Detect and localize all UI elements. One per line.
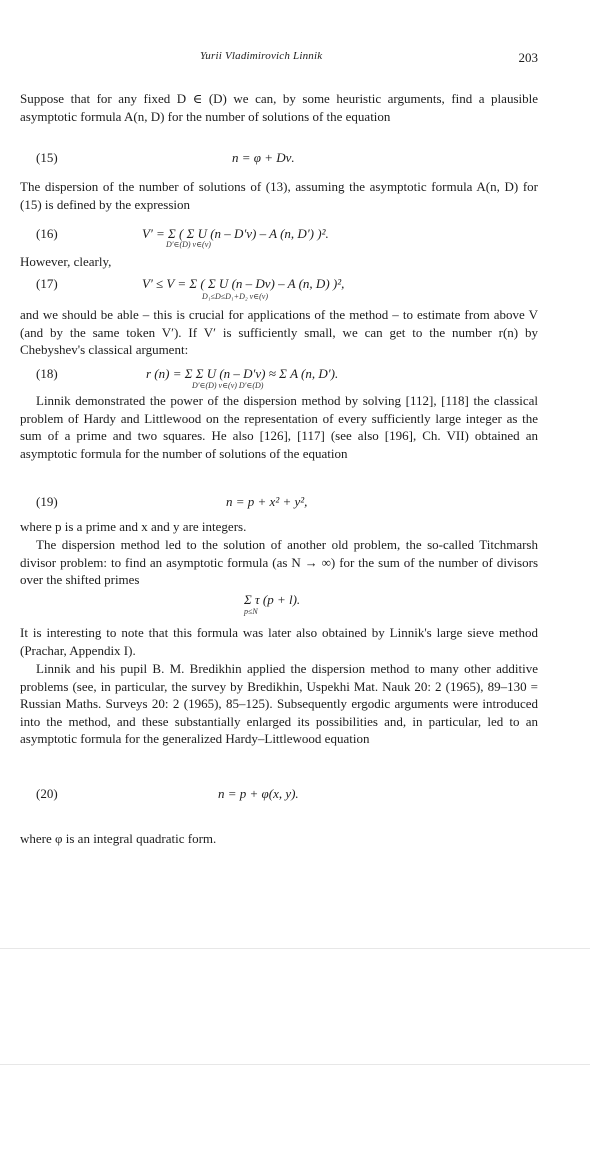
equation-body: V′ = Σ ( Σ U (n – D′ν) – A (n, D′) )². (142, 226, 329, 241)
paragraph-8: It is interesting to note that this formula was later also obtained by Linnik's large sieve method (Prachar, Appendix I). (20, 625, 538, 658)
paragraph-4: and we should be able – this is crucial for applications of the method – to estimate from above V (and by the same token V′). If V′ is sufficiently small, we can get to the number r(n) by Chebyshev's classical argument: (20, 307, 538, 357)
scan-edge-line (0, 1064, 590, 1065)
summation-subscript: D′∈(D) ν∈(ν) (166, 240, 211, 249)
equation-body: V′ ≤ V = Σ ( Σ U (n – Dν) – A (n, D) )², (142, 276, 345, 291)
paragraph-7: The dispersion method led to the solution of another old problem, the so-called Titchmarsh divisor problem: to find an asymptotic formula (as N → ∞) for the sum of the number of divisors over the shifted primes (20, 537, 538, 587)
equation-number: (15) (36, 150, 58, 165)
equation-number: (16) (36, 226, 58, 241)
paragraph-10: where φ is an integral quadratic form. (20, 831, 217, 846)
equation-body: n = p + φ(x, y). (218, 786, 299, 801)
paragraph-9: Linnik and his pupil B. M. Bredikhin applied the dispersion method to many other additive problems (see, in particular, the survey by Bredikhin, Uspekhi Mat. Nauk 20: 2 (1965), 89–130 = Russian Maths. Surveys 20: 2 (1965), 85–125). Subsequently ergodic arguments were introduced into the method, and these substantially enlarged its possibilities and, in particular, led to an asymptotic formula for the generalized Hardy–Littlewood equation (20, 661, 538, 746)
equation-number: (18) (36, 366, 58, 381)
equation-16 (20, 226, 540, 252)
summation-subscript: D′∈(D) ν∈(ν) D′∈(D) (192, 381, 264, 390)
running-head: Yurii Vladimirovich Linnik (200, 50, 323, 62)
paragraph-2: The dispersion of the number of solutions of (13), assuming the asymptotic formula A(n, D) for (15) is defined by the expression (20, 179, 538, 212)
equation-body: r (n) = Σ Σ U (n – D′ν) ≈ Σ A (n, D′). (146, 366, 339, 381)
equation-body: Σ τ (p + l). (244, 592, 301, 607)
equation-number: (20) (36, 786, 58, 801)
equation-number: (19) (36, 494, 58, 509)
summation-subscript: D₁≤D≤D₁+D₂ ν∈(ν) (202, 292, 268, 301)
scan-edge-line (0, 948, 590, 949)
equation-20 (20, 786, 540, 812)
equation-17 (20, 276, 540, 302)
equation-number: (17) (36, 276, 58, 291)
equation-19 (20, 494, 540, 520)
equation-body: n = φ + Dν. (232, 150, 295, 165)
equation-body: n = p + x² + y², (226, 494, 308, 509)
paragraph-1: Suppose that for any fixed D ∈ (D) we can, by some heuristic arguments, find a plausible asymptotic formula A(n, D) for the number of solutions of the equation (20, 91, 538, 124)
paragraph-6: where p is a prime and x and y are integers. (20, 519, 247, 534)
equation-18 (20, 366, 540, 392)
paragraph-5: Linnik demonstrated the power of the dispersion method by solving [112], [118] the classical problem of Hardy and Littlewood on the representation of every sufficiently large integer as the sum of a prime and two squares. He also [126], [117] (see also [196], Ch. VII) obtained an asymptotic formula for the number of solutions of the equation (20, 393, 538, 461)
summation-subscript: p≤N (244, 607, 258, 616)
equation-15 (20, 150, 540, 176)
equation-tau-sum (20, 592, 540, 618)
paragraph-3: However, clearly, (20, 254, 112, 269)
page-number: 203 (518, 50, 538, 65)
